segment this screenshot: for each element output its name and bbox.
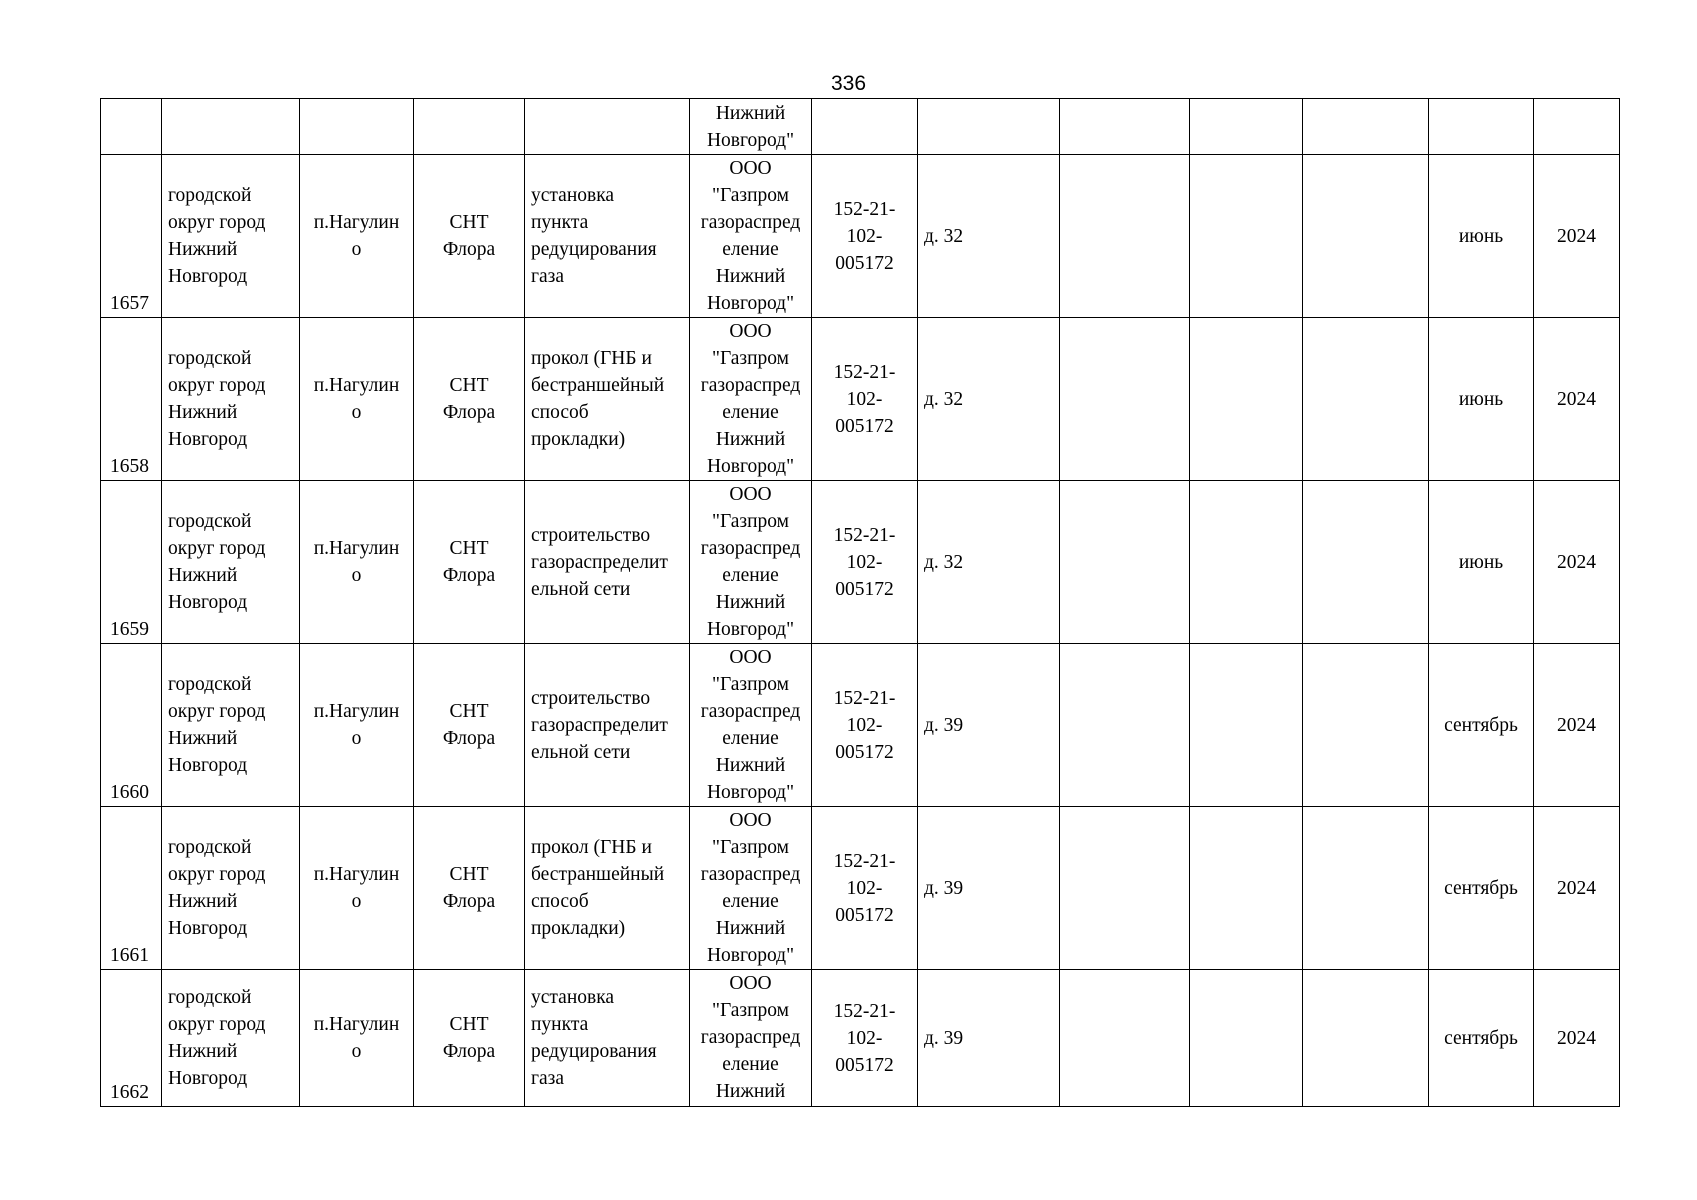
cell-empty <box>1303 318 1429 481</box>
cell-org: ООО "Газпром газораспред еление Нижний Новгород" <box>690 807 812 970</box>
cell-district: городской округ город Нижний Новгород <box>162 644 300 807</box>
cell-snt: СНТ Флора <box>414 318 525 481</box>
cell-code: 152-21- 102- 005172 <box>812 807 918 970</box>
cell-month: сентябрь <box>1429 807 1534 970</box>
cell-month: июнь <box>1429 481 1534 644</box>
cell-year: 2024 <box>1534 155 1620 318</box>
cell-year: 2024 <box>1534 481 1620 644</box>
table-rows <box>101 155 1620 1107</box>
cell-month: июнь <box>1429 318 1534 481</box>
cell-empty <box>1303 970 1429 1107</box>
cell-code: 152-21- 102- 005172 <box>812 318 918 481</box>
cell-snt: СНТ Флора <box>414 807 525 970</box>
cell-work: прокол (ГНБ и бестраншейный способ прокладки) <box>525 807 690 970</box>
cell-district: городской округ город Нижний Новгород <box>162 155 300 318</box>
cell-empty <box>1060 644 1190 807</box>
cell-code: 152-21- 102- 005172 <box>812 155 918 318</box>
cell-number: 1659 <box>101 481 162 644</box>
table-row <box>101 807 1620 970</box>
cell-org: ООО "Газпром газораспред еление Нижний Новгород" <box>690 155 812 318</box>
cell-work: установка пункта редуцирования газа <box>525 970 690 1107</box>
cell-empty <box>1190 318 1303 481</box>
cell-number: 1662 <box>101 970 162 1107</box>
cell-district: городской округ город Нижний Новгород <box>162 481 300 644</box>
cell-year: 2024 <box>1534 807 1620 970</box>
cell-empty <box>1303 481 1429 644</box>
cell-house: д. 39 <box>918 644 1060 807</box>
cell-work: установка пункта редуцирования газа <box>525 155 690 318</box>
cell-district: городской округ город Нижний Новгород <box>162 807 300 970</box>
cell-org: ООО "Газпром газораспред еление Нижний Новгород" <box>690 318 812 481</box>
cell-snt: СНТ Флора <box>414 155 525 318</box>
cell-org: ООО "Газпром газораспред еление Нижний Новгород" <box>690 481 812 644</box>
table-row <box>101 155 1620 318</box>
table-row <box>101 481 1620 644</box>
cell-code: 152-21- 102- 005172 <box>812 970 918 1107</box>
cell-number: 1658 <box>101 318 162 481</box>
cell-empty <box>1303 155 1429 318</box>
table-row <box>101 970 1620 1107</box>
cell-empty <box>1060 155 1190 318</box>
cell-locality: п.Нагулин о <box>300 970 414 1107</box>
cell-snt: СНТ Флора <box>414 644 525 807</box>
cell-org: Нижний Новгород" <box>706 103 795 151</box>
table-row-continuation <box>101 99 1620 155</box>
table-row <box>101 644 1620 807</box>
cell-locality: п.Нагулин о <box>300 807 414 970</box>
cell-empty <box>1303 644 1429 807</box>
cell-empty <box>1190 155 1303 318</box>
cell-year: 2024 <box>1534 644 1620 807</box>
cell-work: строительство газораспределит ельной сети <box>525 481 690 644</box>
schedule-table <box>100 98 1620 1107</box>
cell-number: 1661 <box>101 807 162 970</box>
cell-house: д. 32 <box>918 318 1060 481</box>
cell-locality: п.Нагулин о <box>300 155 414 318</box>
cell-month: сентябрь <box>1429 644 1534 807</box>
cell-house: д. 39 <box>918 970 1060 1107</box>
cell-org: ООО "Газпром газораспред еление Нижний <box>690 970 812 1107</box>
cell-empty <box>1060 481 1190 644</box>
cell-house: д. 32 <box>918 481 1060 644</box>
cell-year: 2024 <box>1534 970 1620 1107</box>
cell-empty <box>1060 318 1190 481</box>
cell-year: 2024 <box>1534 318 1620 481</box>
cell-empty <box>1190 481 1303 644</box>
cell-locality: п.Нагулин о <box>300 318 414 481</box>
cell-code: 152-21- 102- 005172 <box>812 481 918 644</box>
page-number: 336 <box>830 72 867 95</box>
cell-house: д. 32 <box>918 155 1060 318</box>
cell-snt: СНТ Флора <box>414 970 525 1107</box>
cell-empty <box>1190 644 1303 807</box>
cell-month: сентябрь <box>1429 970 1534 1107</box>
cell-empty <box>1303 807 1429 970</box>
cell-empty <box>1190 970 1303 1107</box>
cell-district: городской округ город Нижний Новгород <box>162 318 300 481</box>
cell-org: ООО "Газпром газораспред еление Нижний Новгород" <box>690 644 812 807</box>
cell-district: городской округ город Нижний Новгород <box>162 970 300 1107</box>
cell-number: 1660 <box>101 644 162 807</box>
cell-house: д. 39 <box>918 807 1060 970</box>
cell-empty <box>1190 807 1303 970</box>
cell-locality: п.Нагулин о <box>300 481 414 644</box>
cell-number: 1657 <box>101 155 162 318</box>
cell-empty <box>1060 970 1190 1107</box>
cell-work: прокол (ГНБ и бестраншейный способ прокладки) <box>525 318 690 481</box>
cell-snt: СНТ Флора <box>414 481 525 644</box>
table-row <box>101 318 1620 481</box>
cell-month: июнь <box>1429 155 1534 318</box>
cell-work: строительство газораспределит ельной сети <box>525 644 690 807</box>
cell-empty <box>1060 807 1190 970</box>
cell-code: 152-21- 102- 005172 <box>812 644 918 807</box>
cell-locality: п.Нагулин о <box>300 644 414 807</box>
